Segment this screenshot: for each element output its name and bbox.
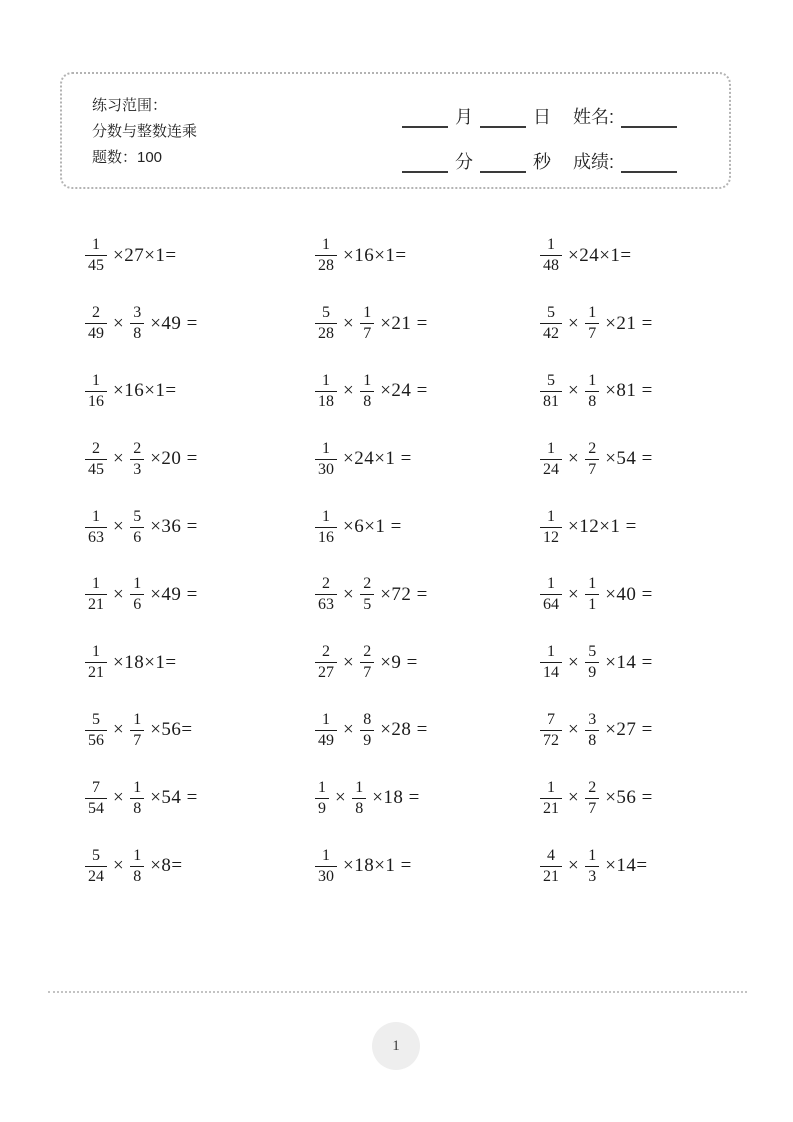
math-text: ×54 =	[605, 448, 653, 470]
math-text: ×18×1 =	[343, 855, 412, 877]
math-text: ×	[568, 787, 580, 809]
fraction: $\frac{8}{9}$	[360, 711, 374, 750]
problem	[315, 222, 540, 290]
page-number-badge	[372, 1022, 420, 1070]
math-text: ×6×1 =	[343, 516, 402, 538]
fraction: $\frac{5}{9}$	[585, 643, 599, 682]
math-text: ×18 =	[372, 787, 420, 809]
math-text: ×54 =	[150, 787, 198, 809]
problem	[540, 697, 730, 765]
math-text: ×56=	[150, 719, 193, 741]
fraction: $\frac{1}{21}$	[85, 643, 107, 682]
problem	[315, 358, 540, 426]
math-text: ×	[113, 448, 125, 470]
fraction: $\frac{1}{16}$	[85, 372, 107, 411]
math-text: ×24×1 =	[343, 448, 412, 470]
fraction: $\frac{5}{81}$	[540, 372, 562, 411]
fraction: $\frac{5}{42}$	[540, 304, 562, 343]
fraction: $\frac{1}{28}$	[315, 236, 337, 275]
fraction: $\frac{1}{30}$	[315, 847, 337, 886]
problem	[315, 764, 540, 832]
fraction: $\frac{1}{3}$	[585, 847, 599, 886]
problem	[85, 832, 315, 900]
header-box	[60, 72, 731, 189]
fraction: $\frac{2}{49}$	[85, 304, 107, 343]
page-separator	[48, 991, 747, 993]
name-label: 姓名:	[573, 107, 615, 127]
math-text: ×8=	[150, 855, 183, 877]
minute-label: 分	[455, 152, 473, 172]
math-text: ×12×1 =	[568, 516, 637, 538]
fraction: $\frac{2}{45}$	[85, 440, 107, 479]
math-text: ×28 =	[380, 719, 428, 741]
fraction: $\frac{1}{1}$	[585, 575, 599, 614]
problem	[85, 493, 315, 561]
problem	[540, 493, 730, 561]
practice-range-label: 练习范围：	[92, 97, 168, 114]
fraction: $\frac{1}{7}$	[585, 304, 599, 343]
math-text: ×	[568, 855, 580, 877]
problem	[315, 561, 540, 629]
fraction: $\frac{1}{30}$	[315, 440, 337, 479]
math-text: ×14=	[605, 855, 648, 877]
problem	[85, 425, 315, 493]
time-score-row	[402, 145, 677, 173]
fraction: $\frac{1}{7}$	[360, 304, 374, 343]
fraction: $\frac{1}{21}$	[85, 575, 107, 614]
math-text: ×27×1=	[113, 244, 177, 266]
problem	[540, 425, 730, 493]
math-text: ×	[568, 380, 580, 402]
math-text: ×27 =	[605, 719, 653, 741]
fraction: $\frac{3}{8}$	[130, 304, 144, 343]
problem	[315, 290, 540, 358]
fraction: $\frac{1}{24}$	[540, 440, 562, 479]
fraction: $\frac{1}{21}$	[540, 779, 562, 818]
fraction: $\frac{1}{9}$	[315, 779, 329, 818]
fraction: $\frac{1}{8}$	[130, 847, 144, 886]
math-text: ×	[113, 787, 125, 809]
fraction: $\frac{5}{56}$	[85, 711, 107, 750]
fraction: $\frac{1}{45}$	[85, 236, 107, 275]
math-text: ×40 =	[605, 583, 653, 605]
math-text: ×	[343, 380, 355, 402]
problem	[540, 290, 730, 358]
problem	[315, 493, 540, 561]
minute-blank	[402, 155, 448, 173]
fraction: $\frac{2}{3}$	[130, 440, 144, 479]
fraction: $\frac{1}{63}$	[85, 508, 107, 547]
problem	[85, 629, 315, 697]
fraction: $\frac{2}{7}$	[585, 440, 599, 479]
problem-grid	[85, 222, 730, 900]
math-text: ×	[343, 719, 355, 741]
worksheet-info	[92, 93, 197, 171]
math-text: ×	[568, 448, 580, 470]
problem	[315, 832, 540, 900]
day-blank	[480, 110, 526, 128]
math-text: ×	[335, 787, 347, 809]
fraction: $\frac{7}{72}$	[540, 711, 562, 750]
second-label: 秒	[533, 152, 551, 172]
problem	[540, 561, 730, 629]
fraction: $\frac{1}{12}$	[540, 508, 562, 547]
problem	[315, 629, 540, 697]
math-text: ×	[113, 719, 125, 741]
math-text: ×24×1=	[568, 244, 632, 266]
name-blank	[621, 110, 677, 128]
problem	[85, 222, 315, 290]
fraction: $\frac{1}{8}$	[360, 372, 374, 411]
problem	[315, 697, 540, 765]
problem	[540, 764, 730, 832]
math-text: ×81 =	[605, 380, 653, 402]
fraction: $\frac{1}{14}$	[540, 643, 562, 682]
math-text: ×9 =	[380, 651, 418, 673]
date-name-row	[402, 100, 677, 128]
fraction: $\frac{5}{6}$	[130, 508, 144, 547]
problem	[85, 358, 315, 426]
math-text: ×	[113, 516, 125, 538]
month-label: 月	[455, 107, 473, 127]
fraction: $\frac{2}{7}$	[360, 643, 374, 682]
problem	[85, 764, 315, 832]
math-text: ×24 =	[380, 380, 428, 402]
fraction: $\frac{2}{63}$	[315, 575, 337, 614]
fraction: $\frac{1}{6}$	[130, 575, 144, 614]
practice-range-value: 分数与整数连乘	[92, 123, 198, 140]
math-text: ×21 =	[380, 312, 428, 334]
math-text: ×	[113, 312, 125, 334]
math-text: ×56 =	[605, 787, 653, 809]
problem	[540, 629, 730, 697]
math-text: ×20 =	[150, 448, 198, 470]
fraction: $\frac{2}{5}$	[360, 575, 374, 614]
math-text: ×21 =	[605, 312, 653, 334]
score-label: 成绩:	[573, 152, 615, 172]
math-text: ×	[113, 583, 125, 605]
math-text: ×	[568, 651, 580, 673]
problem	[85, 561, 315, 629]
math-text: ×16×1=	[343, 244, 407, 266]
math-text: ×	[113, 855, 125, 877]
fraction: $\frac{1}{7}$	[130, 711, 144, 750]
math-text: ×16×1=	[113, 380, 177, 402]
math-text: ×49 =	[150, 312, 198, 334]
math-text: ×18×1=	[113, 651, 177, 673]
fraction: $\frac{1}{8}$	[130, 779, 144, 818]
fraction: $\frac{1}{8}$	[352, 779, 366, 818]
fraction: $\frac{5}{24}$	[85, 847, 107, 886]
problem	[540, 832, 730, 900]
math-text: ×	[568, 583, 580, 605]
math-text: ×	[343, 651, 355, 673]
month-blank	[402, 110, 448, 128]
problem-count: 题数：100	[92, 149, 163, 166]
problem	[85, 290, 315, 358]
problem	[540, 222, 730, 290]
math-text: ×	[343, 583, 355, 605]
fraction: $\frac{4}{21}$	[540, 847, 562, 886]
fraction: $\frac{7}{54}$	[85, 779, 107, 818]
fraction: $\frac{3}{8}$	[585, 711, 599, 750]
math-text: ×49 =	[150, 583, 198, 605]
fraction: $\frac{1}{16}$	[315, 508, 337, 547]
fraction: $\frac{1}{8}$	[585, 372, 599, 411]
fraction: $\frac{1}{18}$	[315, 372, 337, 411]
math-text: ×72 =	[380, 583, 428, 605]
math-text: ×14 =	[605, 651, 653, 673]
fill-in-area	[402, 100, 677, 190]
math-text: ×	[568, 719, 580, 741]
fraction: $\frac{2}{27}$	[315, 643, 337, 682]
problem	[85, 697, 315, 765]
fraction: $\frac{2}{7}$	[585, 779, 599, 818]
day-label: 日	[533, 107, 551, 127]
problem	[315, 425, 540, 493]
page-number: 1	[392, 1037, 400, 1054]
fraction: $\frac{5}{28}$	[315, 304, 337, 343]
math-text: ×	[568, 312, 580, 334]
math-text: ×	[343, 312, 355, 334]
problem	[540, 358, 730, 426]
fraction: $\frac{1}{49}$	[315, 711, 337, 750]
fraction: $\frac{1}{48}$	[540, 236, 562, 275]
math-text: ×36 =	[150, 516, 198, 538]
score-blank	[621, 155, 677, 173]
second-blank	[480, 155, 526, 173]
fraction: $\frac{1}{64}$	[540, 575, 562, 614]
